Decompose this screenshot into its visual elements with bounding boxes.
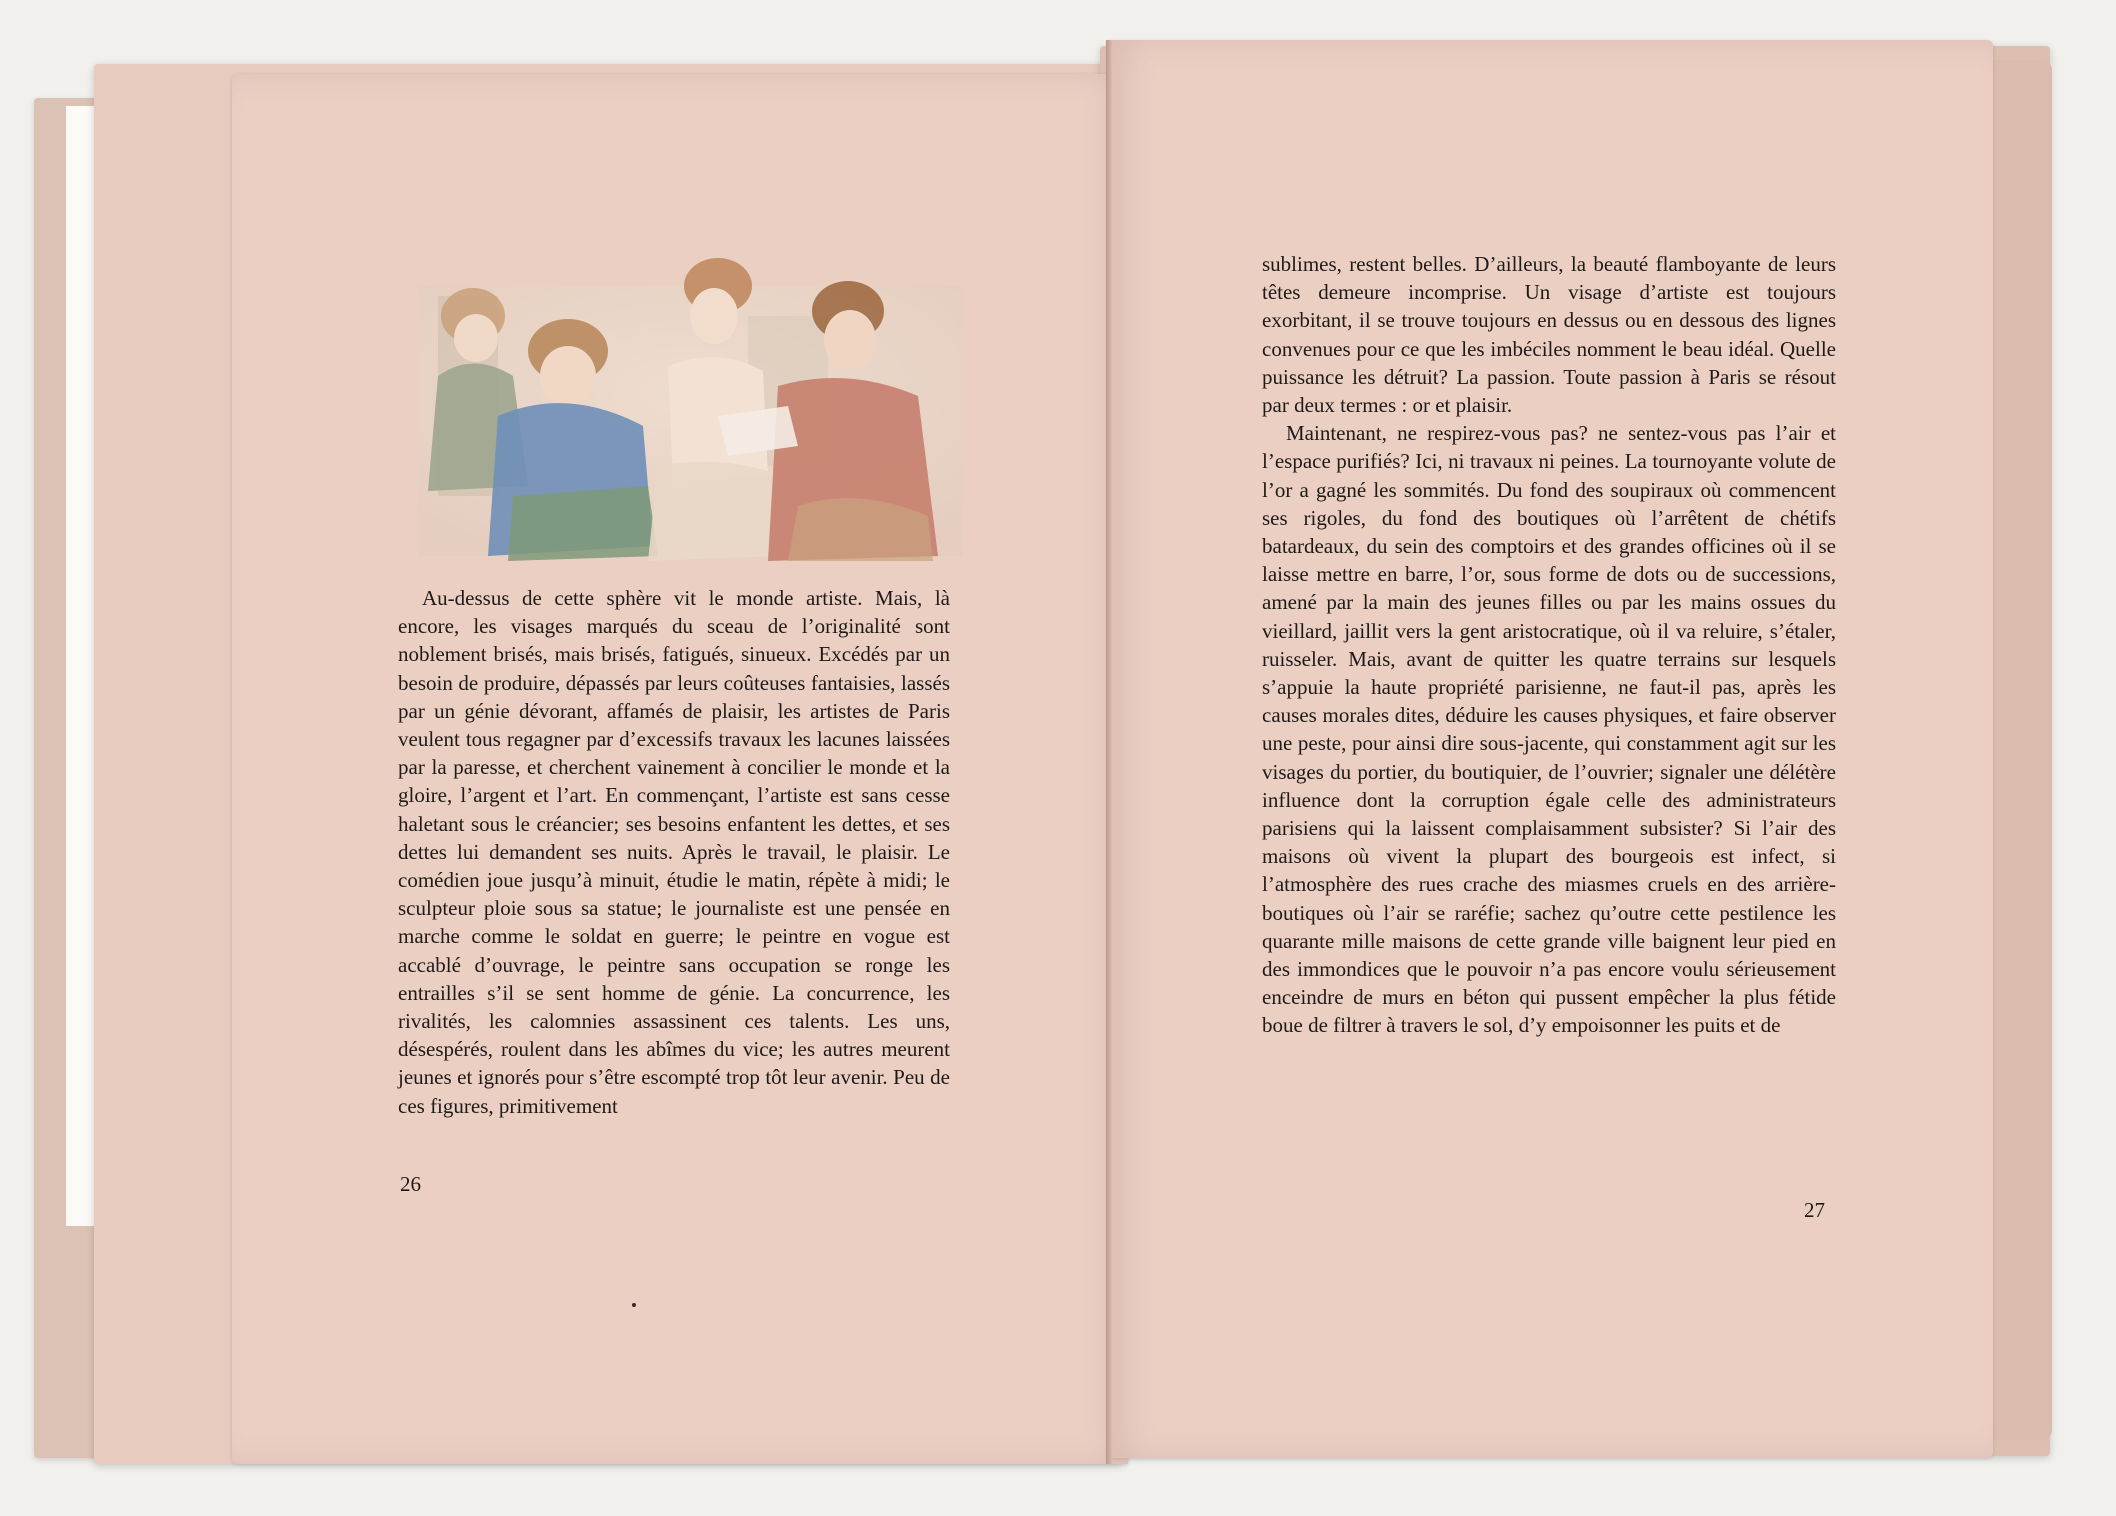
left-page-text <box>398 584 950 1120</box>
left-paragraph: Au-dessus de cette sphère vit le monde artiste. Mais, là encore, les visages marqués du sceau de l’originalité sont noblement brisés, mais brisés, fatigués, sinueux. Excédés par un besoin de produire, dépassés par leurs coûteuses fantaisies, lassés par un génie dévorant, affamés de plaisir, les artistes de Paris veulent tous regagner par d’excessifs travaux les lacunes laissées par la paresse, et cherchent vainement à concilier le monde et la gloire, l’argent et l’art. En commençant, l’artiste est sans cesse haletant sous le créancier; ses besoins enfantent les dettes, et ses dettes lui demandent ses nuits. Après le travail, le plaisir. Le comédien joue jusqu’à minuit, étudie le matin, répète à midi; le sculpteur ploie sous sa statue; le journaliste est une pensée en marche comme le soldat en guerre; le peintre en vogue est accablé d’ouvrage, le peintre sans occupation se ronge les entrailles s’il se sent homme de génie. La concurrence, les rivalités, les calomnies assassinent ces talents. Les uns, désespérés, roulent dans les abîmes du vice; les autres meurent jeunes et ignorés pour s’être escompté trop tôt leur avenir. Peu de ces figures, primitivement <box>398 586 950 1118</box>
right-page-text <box>1262 250 1836 1040</box>
right-paragraph-1: sublimes, restent belles. D’ailleurs, la beauté flamboyante de leurs têtes demeure incomprise. Un visage d’artiste est toujours exorbitant, il se trouve toujours en dessus ou en dessous des lignes convenues pour ce que les imbéciles nomment le beau idéal. Quelle puissance les détruit? La passion. Toute passion à Paris se résout par deux termes : or et plaisir. <box>1262 252 1836 418</box>
page-number-right: 27 <box>1804 1198 1825 1222</box>
watercolor-illustration-icon <box>418 256 962 576</box>
ink-spot <box>632 1303 636 1307</box>
right-paragraph-2: Maintenant, ne respirez-vous pas? ne sentez-vous pas l’air et l’espace purifiés? Ici, ni travaux ni peines. La tournoyante volute de l’or a gagné les sommités. Du fond des soupiraux où commencent ses rigoles, du fond des boutiques où l’arrêtent de chétifs batardeaux, du sein des comptoirs et des grandes officines où il se laisse mettre en barre, l’or, sous forme de dots ou de successions, amené par la main des jeunes filles ou par les mains ossues du vieillard, jaillit vers la gent aristocratique, où il va reluire, s’étaler, ruisseler. Mais, avant de quitter les quatre terrains sur lesquels s’appuie la haute propriété parisienne, ne faut-il pas, après les causes morales dites, déduire les causes physiques, et faire observer une peste, pour ainsi dire sous-jacente, qui constamment agit sur les visages du portier, du boutiquier, de l’ouvrier; signaler une délétère influence dont la corruption égale celle des administrateurs parisiens qui la laissent complaisamment subsister? Si l’air des maisons où vivent la plupart des bourgeois est infect, si l’atmosphère des rues crache des miasmes cruels en des arrière-boutiques où l’air se raréfie; sachez qu’outre cette pestilence les quarante mille maisons de cette grande ville baignent leur pied en des immondices que le pouvoir n’a pas encore voulu sérieusement enceindre de murs en béton qui pussent empêcher la plus fétide boue de filtrer à travers le sol, d’y empoisonner les puits et de <box>1262 421 1836 1038</box>
book-gutter <box>1106 40 1112 1464</box>
page-number-left: 26 <box>400 1172 421 1196</box>
